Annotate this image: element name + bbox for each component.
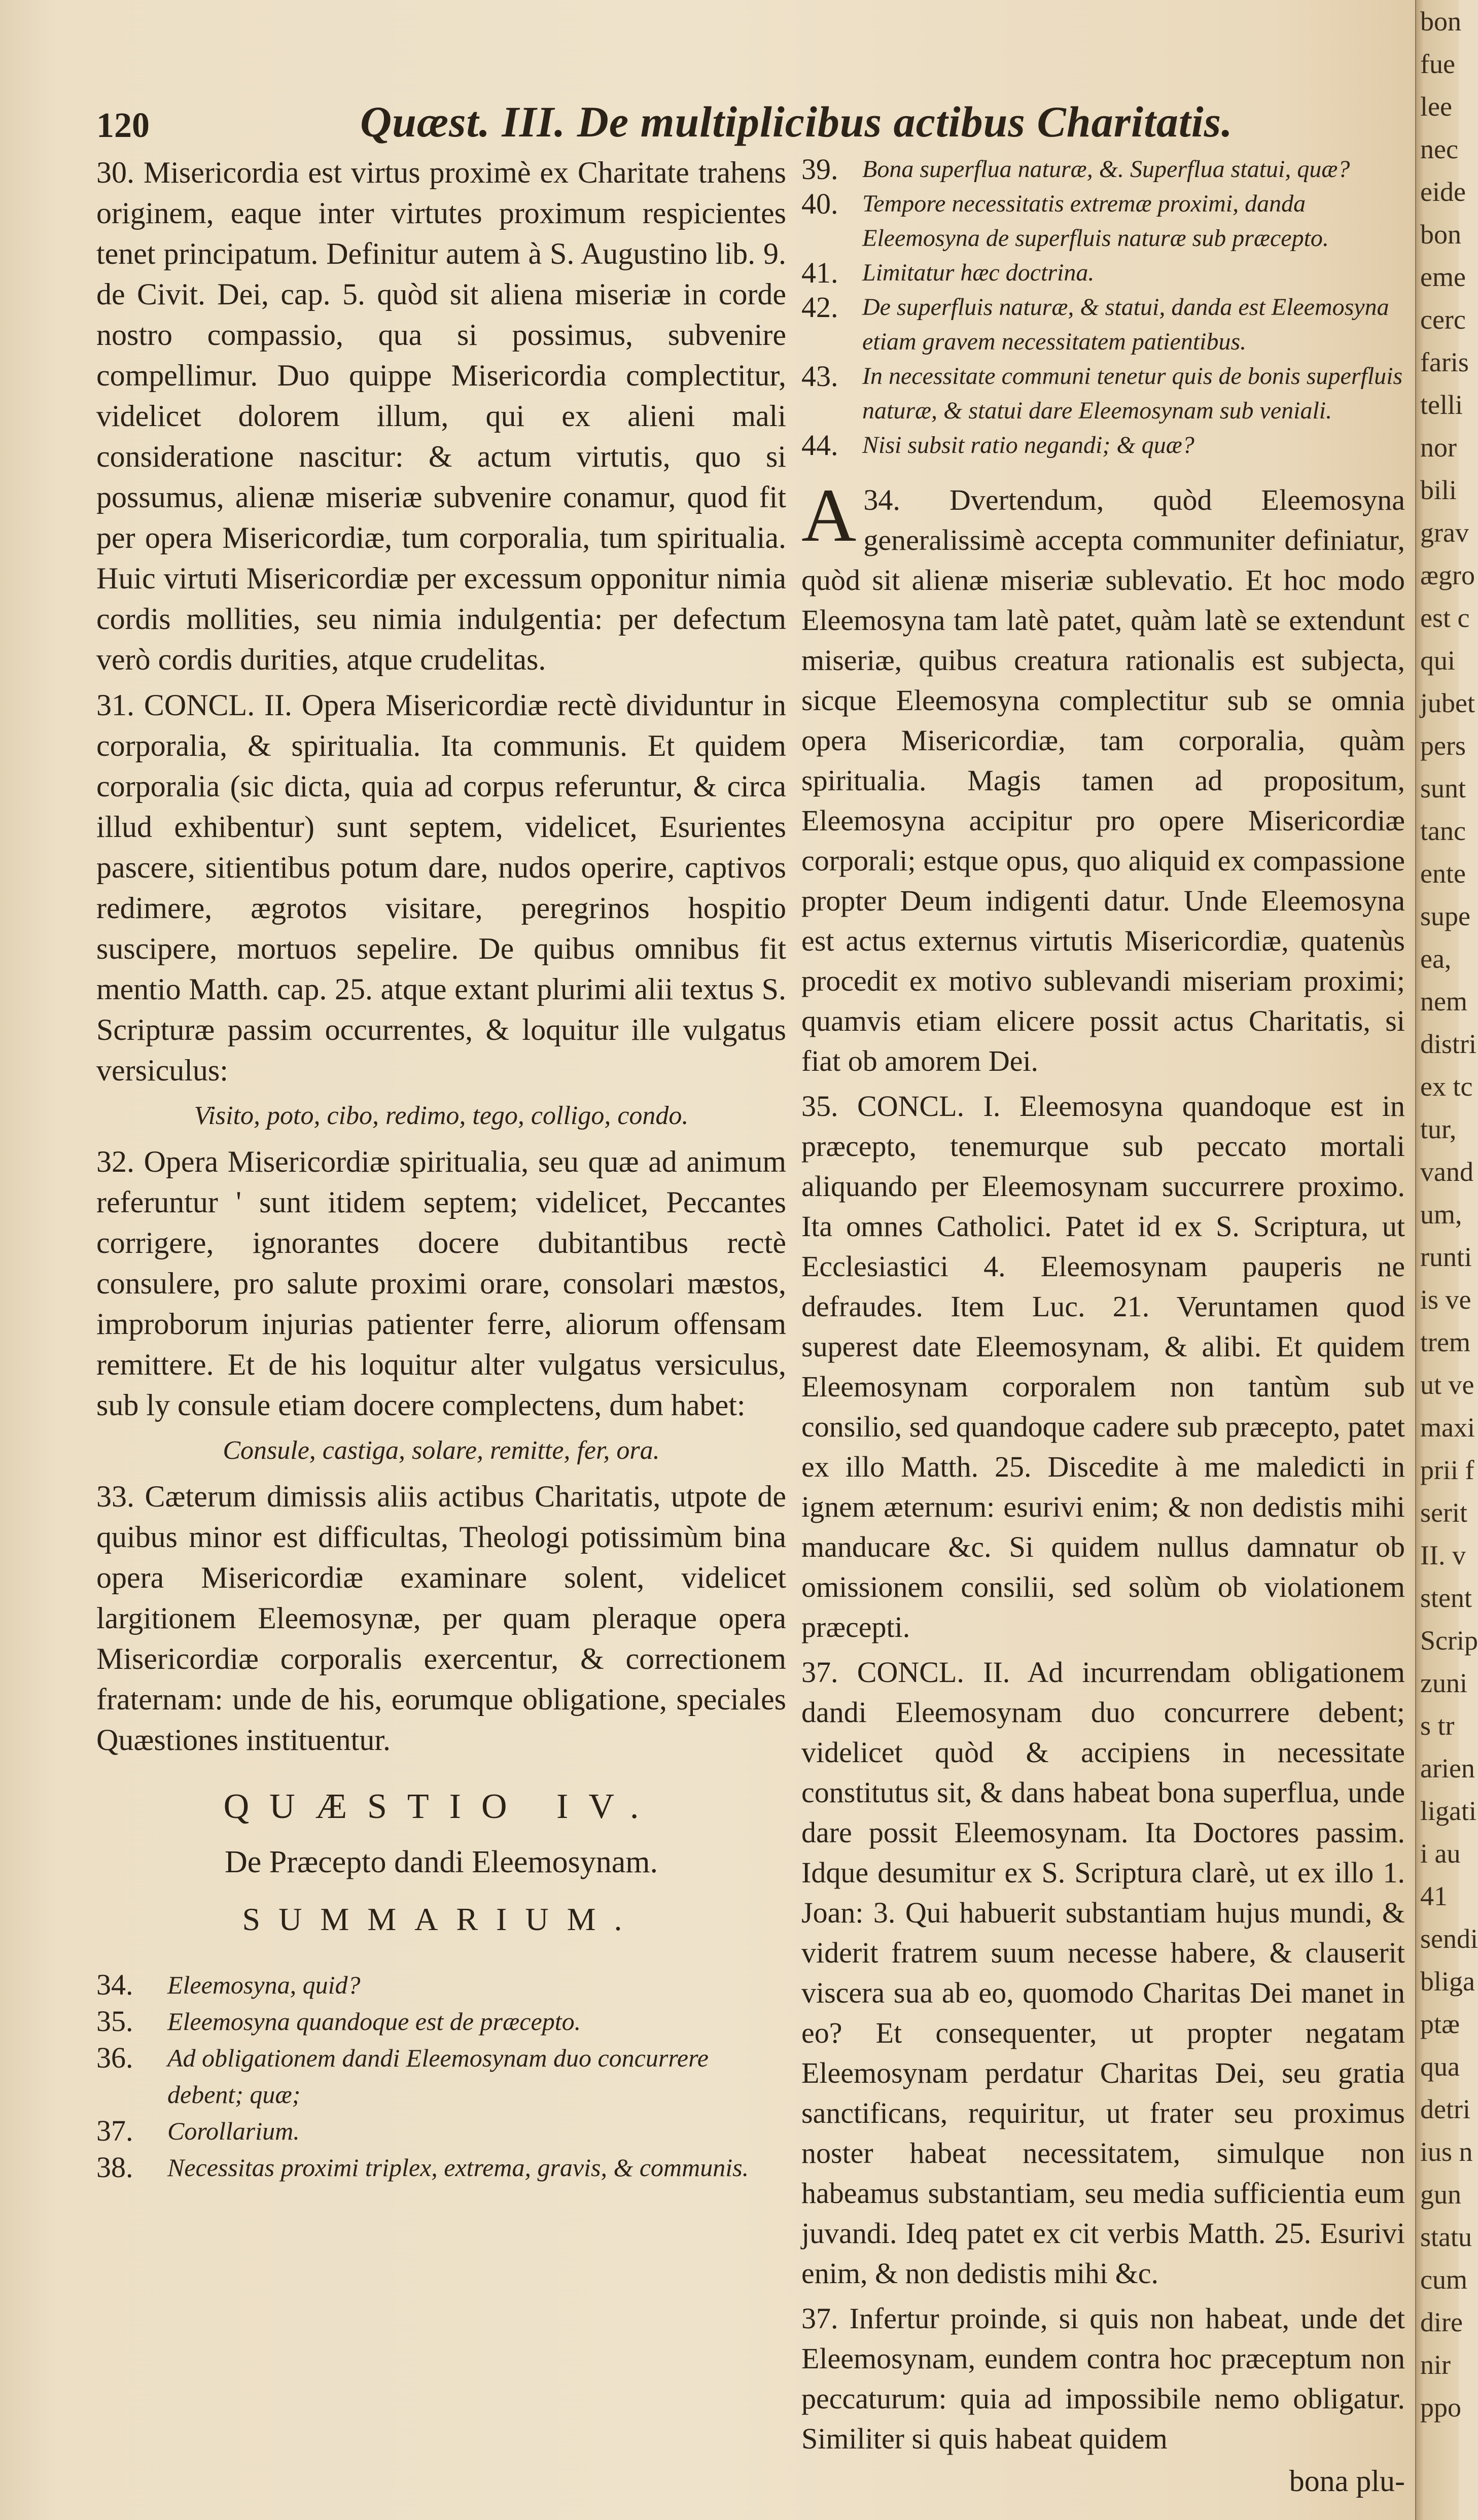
edge-text-fragment: sendi	[1420, 1923, 1478, 1954]
summary-item	[96, 2040, 786, 2113]
edge-text-fragment: vand	[1420, 1157, 1473, 1187]
edge-text-fragment: bili	[1420, 475, 1457, 505]
edge-text-fragment: est c	[1420, 603, 1470, 633]
summary-number: 35.	[96, 2005, 133, 2038]
summary-item	[801, 359, 1405, 428]
edge-text-fragment: eme	[1420, 262, 1466, 292]
drop-cap: A	[801, 473, 857, 557]
edge-text-fragment: zuni	[1420, 1668, 1467, 1698]
summary-item	[801, 152, 1405, 187]
page-header	[96, 96, 1344, 157]
summary-item	[801, 290, 1405, 359]
edge-text-fragment: nem	[1420, 986, 1467, 1017]
facing-page-text-fragments	[1416, 0, 1478, 2429]
verse-spiritual-works: Consule, castiga, solare, remitte, fer, ora.	[223, 1436, 660, 1465]
edge-text-fragment: ius n	[1420, 2137, 1473, 2167]
summary-text: De superfluis naturæ, & statui, danda est Eleemosyna etiam gravem necessitatem patientibus.	[862, 294, 1389, 355]
paragraph-number: 34.	[863, 483, 900, 516]
summary-text: Limitatur hæc doctrina.	[862, 259, 1095, 286]
paragraph-37-conclusion: 37. CONCL. II. Ad incurrendam obligationem dandi Eleemosynam duo concurrere debent; videlicet quòd & accipiens in necessitate constitutus sit, & dans habeat bona superflua, unde dare possit Eleemosynam. Ita Doctores passim. Idque desumitur ex S. Scriptura clarè, ut ex illo 1. Joan: 3. Qui habuerit substantiam hujus mundi, & viderit fratrem suum necesse habere, & clauserit viscera sua ab eo, quomodo Charitas Dei manet in eo? Et consequenter, ut propter negatam Eleemosynam perdatur Charitas Dei, seu gratia sanctificans, requiritur, ut frater seu proximus noster habeat necessitatem, simulque non habeamus substantiam, seu media sufficientia eum juvandi. Ideq patet ex cit verbis Matth. 25. Esurivi enim, & non dedistis mihi &c.	[801, 1656, 1405, 2290]
question-subtitle: De Præcepto dandi Eleemosynam.	[224, 1845, 658, 1879]
edge-text-fragment: ppo	[1420, 2392, 1461, 2423]
summary-text: Ad obligationem dandi Eleemosynam duo concurrere debent; quæ;	[167, 2044, 709, 2109]
summary-list-right	[801, 152, 1405, 463]
edge-text-fragment: um,	[1420, 1199, 1462, 1230]
summary-text: Nisi subsit ratio negandi; & quæ?	[862, 432, 1194, 459]
summary-item	[801, 187, 1405, 256]
edge-text-fragment: i au	[1420, 1838, 1461, 1869]
edge-text-fragment: ægro	[1420, 560, 1475, 590]
edge-text-fragment: ex tc	[1420, 1071, 1473, 1102]
paragraph-37-corollary: 37. Infertur proinde, si quis non habeat, unde det Eleemosynam, eundem contra hoc præceptum non peccaturum: quia ad impossibile nemo obligatur. Similiter si quis habeat quidem	[801, 2302, 1405, 2455]
summary-number: 37.	[96, 2114, 133, 2147]
question-title: QUÆSTIO IV.	[223, 1787, 659, 1826]
edge-text-fragment: detri	[1420, 2094, 1470, 2124]
paragraph-35: 35. CONCL. I. Eleemosyna quandoque est in præcepto, tenemurque sub peccato mortali aliquando per Eleemosynam succurrere proximo. Ita omnes Catholici. Patet id ex S. Scriptura, ut Ecclesiastici 4. Eleemosynam pauperis ne defraudes. Item Luc. 21. Veruntamen quod superest date Eleemosynam, & alibi. Et quidem Eleemosynam corporalem non tantùm sub consilio, sed quandoque cadere sub præcepto, patet ex illo Matth. 25. Discedite à me maledicti in ignem æternum: esurivi enim; & non dedistis mihi manducare &c. Si quidem nullus damnatur ob omissionem consilii, sed solùm ob violationem præcepti.	[801, 1090, 1405, 1643]
edge-text-fragment: tur,	[1420, 1114, 1457, 1144]
edge-text-fragment: qui	[1420, 645, 1456, 676]
edge-text-fragment: distri	[1420, 1029, 1477, 1059]
edge-text-fragment: arien	[1420, 1753, 1475, 1783]
summary-number: 36.	[96, 2041, 133, 2074]
edge-text-fragment: nir	[1420, 2350, 1451, 2380]
summary-item	[801, 256, 1405, 290]
edge-text-fragment: trem	[1420, 1327, 1470, 1357]
facing-page-edge	[1415, 0, 1478, 2520]
summarium-title: SUMMARIUM.	[242, 1901, 641, 1937]
summary-text: Eleemosyna quandoque est de præcepto.	[167, 2007, 581, 2036]
edge-text-fragment: serit	[1420, 1497, 1467, 1528]
summary-text: Eleemosyna, quid?	[167, 1971, 361, 1999]
edge-text-fragment: eide	[1420, 177, 1466, 207]
edge-text-fragment: grav	[1420, 517, 1469, 548]
edge-text-fragment: jubet	[1420, 688, 1475, 718]
edge-text-fragment: telli	[1420, 390, 1463, 420]
paragraph-30: 30. Misericordia est virtus proximè ex Charitate trahens originem, eaque inter virtutes proximum respicientes tenet principatum. Definitur autem à S. Augustino lib. 9. de Civit. Dei, cap. 5. quòd sit aliena miseriæ in corde nostro compassio, qua si possimus, subvenire compellimur. Duo quippe Misericordia complectitur, videlicet dolorem illum, qui ex alieni mali consideratione nascitur: & actum virtutis, quo si possumus, alienæ miseriæ subvenire conamur, quod fit per opera Misericordiæ, tum corporalia, tum spiritualia. Huic virtuti Misericordiæ per excessum opponitur nimia cordis mollities, seu nimia indulgentia: per defectum verò cordis durities, atque crudelitas.	[96, 156, 786, 676]
edge-text-fragment: 41	[1420, 1881, 1448, 1911]
summary-text: Tempore necessitatis extremæ proximi, danda Eleemosyna de superfluis naturæ sub præcepto.	[862, 190, 1329, 252]
summary-item	[801, 428, 1405, 463]
edge-text-fragment: s tr	[1420, 1710, 1455, 1741]
summary-number: 39.	[801, 153, 838, 186]
edge-text-fragment: bon	[1420, 219, 1461, 250]
summary-list-left	[96, 1967, 786, 2186]
paragraph-34-text: Dvertendum, quòd Eleemosyna generalissimè accepta communiter definiatur, quòd sit alienæ miseriæ sublevatio. Et hoc modo Eleemosyna tam latè patet, quàm latè se extendunt miseriæ, quibus creatura rationalis est subjecta, sicque Eleemosyna complectitur sub se omnia opera Misericordiæ, tam corporalia, quàm spiritualia. Magis tamen ad propositum, Eleemosyna accipitur pro opere Misericordiæ corporali; estque opus, quo aliquid ex compassione propter Deum indigenti datur. Unde Eleemosyna est actus externus virtutis Misericordiæ, quatenùs procedit ex motivo sublevandi miseriam proximi; quamvis etiam elicere possit actus Charitatis, si fiat ob amorem Dei.	[801, 483, 1405, 1077]
paragraph-34	[801, 473, 1405, 1081]
edge-text-fragment: dire	[1420, 2307, 1463, 2337]
summary-number: 42.	[801, 291, 838, 324]
left-column	[96, 152, 786, 2186]
summary-item	[96, 2113, 786, 2149]
edge-text-fragment: supe	[1420, 901, 1470, 931]
edge-text-fragment: gun	[1420, 2179, 1461, 2210]
edge-text-fragment: ut ve	[1420, 1370, 1474, 1400]
edge-text-fragment: ptæ	[1420, 2009, 1460, 2039]
edge-text-fragment: prii f	[1420, 1455, 1474, 1485]
edge-text-fragment: lee	[1420, 91, 1452, 122]
edge-text-fragment: sunt	[1420, 773, 1466, 803]
summary-number: 40.	[801, 187, 838, 220]
verse-corporal-works: Visito, poto, cibo, redimo, tego, colligo, condo.	[194, 1101, 689, 1130]
paragraph-33: 33. Cæterum dimissis aliis actibus Charitatis, utpote de quibus minor est difficultas, Theologi potissimùm bina opera Misericordiæ examinare solent, videlicet largitionem Eleemosynæ, per quam pleraque opera Misericordiæ corporalis exercentur, & correctionem fraternam: unde de his, eorumque obligatione, speciales Quæstiones instituentur.	[96, 1480, 786, 1757]
summary-item	[96, 2003, 786, 2040]
right-column	[801, 152, 1405, 2499]
summary-number: 38.	[96, 2151, 133, 2184]
edge-text-fragment: II. v	[1420, 1540, 1466, 1570]
summary-text: In necessitate communi tenetur quis de bonis superfluis naturæ, & statui dare Eleemosynam sub veniali.	[862, 363, 1403, 424]
paragraph-31: 31. CONCL. II. Opera Misericordiæ rectè dividuntur in corporalia, & spiritualia. Ita communis. Et quidem corporalia (sic dicta, quia ad corpus referuntur, & circa illud exhibentur) sunt septem, videlicet, Esurientes pascere, sitientibus potum dare, nudos operire, captivos redimere, ægrotos visitare, peregrinos hospitio suscipere, mortuos sepelire. De quibus omnibus fit mentio Matth. cap. 25. atque extant plurimi alii textus S. Scripturæ passim occurrentes, & loquitur ille vulgatus versiculus:	[96, 688, 786, 1087]
edge-text-fragment: ente	[1420, 858, 1466, 889]
edge-text-fragment: is ve	[1420, 1284, 1471, 1315]
edge-text-fragment: faris	[1420, 347, 1469, 377]
catchword: bona plu-	[1289, 2464, 1405, 2498]
edge-text-fragment: fue	[1420, 49, 1455, 79]
summary-item	[96, 2149, 786, 2186]
running-head: Quæst. III. De multiplicibus actibus Charitatis.	[360, 97, 1233, 146]
edge-text-fragment: ligati	[1420, 1796, 1476, 1826]
edge-text-fragment: bliga	[1420, 1966, 1475, 1997]
page-number: 120	[96, 106, 150, 145]
summary-item	[96, 1967, 786, 2003]
edge-text-fragment: cerc	[1420, 304, 1466, 335]
summary-text: Bona superflua naturæ, &. Superflua statui, quæ?	[862, 156, 1350, 183]
edge-text-fragment: cum	[1420, 2264, 1467, 2295]
edge-text-fragment: qua	[1420, 2051, 1460, 2082]
edge-text-fragment: Scrip	[1420, 1625, 1478, 1656]
edge-text-fragment: maxi	[1420, 1412, 1475, 1443]
edge-text-fragment: tanc	[1420, 816, 1466, 846]
paragraph-32: 32. Opera Misericordiæ spiritualia, seu quæ ad animum referuntur ' sunt itidem septem; videlicet, Peccantes corrigere, ignorantes docere dubitantibus rectè consulere, pro salute proximi orare, consolari mæstos, improborum injurias patienter ferre, aliorum offensam remittere. Et de his loquitur alter vulgatus versiculus, sub ly consule etiam docere complectens, dum habet:	[96, 1145, 786, 1422]
summary-number: 34.	[96, 1968, 133, 2001]
edge-text-fragment: nor	[1420, 432, 1457, 463]
edge-text-fragment: statu	[1420, 2222, 1472, 2252]
edge-text-fragment: pers	[1420, 730, 1466, 761]
edge-text-fragment: ea,	[1420, 943, 1452, 974]
edge-text-fragment: nec	[1420, 134, 1458, 164]
edge-text-fragment: runti	[1420, 1242, 1472, 1272]
edge-text-fragment: bon	[1420, 6, 1461, 37]
edge-text-fragment: stent	[1420, 1583, 1472, 1613]
summary-text: Corollarium.	[167, 2117, 300, 2145]
summary-number: 43.	[801, 360, 838, 393]
summary-number: 44.	[801, 429, 838, 462]
summary-number: 41.	[801, 256, 838, 289]
summary-text: Necessitas proximi triplex, extrema, gravis, & communis.	[167, 2153, 749, 2182]
